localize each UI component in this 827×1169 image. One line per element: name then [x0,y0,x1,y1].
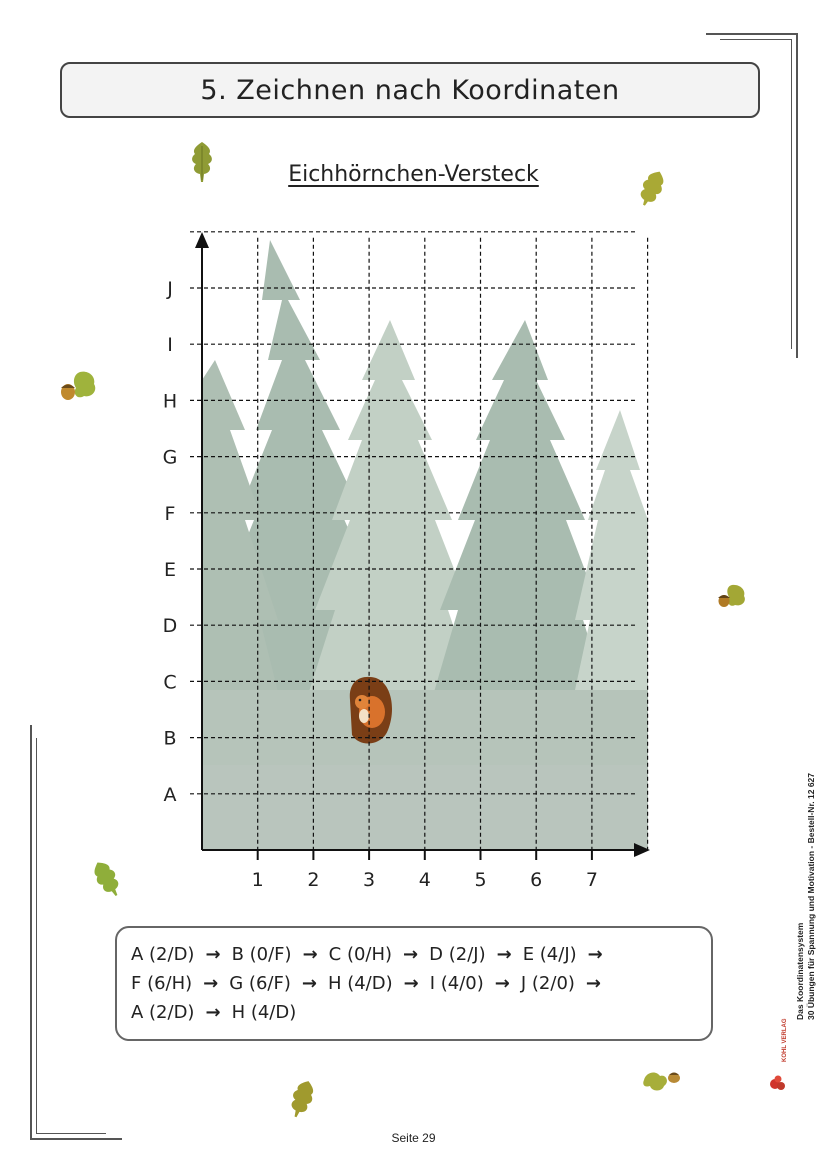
route-point: I (4/0) [429,973,484,994]
x-axis-labels [252,850,598,891]
route-point: E (4/J) [522,944,577,965]
publication-title: Das Koordinatensystem [795,922,805,1020]
route-point: H (4/D) [327,973,393,994]
arrow-right-icon: → [403,973,419,994]
arrow-right-icon: → [203,973,219,994]
arrow-right-icon: → [205,944,221,965]
arrow-right-icon: → [494,973,510,994]
arrow-right-icon: → [496,944,512,965]
route-point: D (2/J) [429,944,486,965]
route-point: B (0/F) [231,944,292,965]
publication-subtitle: 30 Übungen für Spannung und Motivation - Bestell-Nr. 12 627 [806,773,816,1020]
page-number: Seite 29 [391,1131,436,1145]
y-axis-label: C [163,671,177,694]
route-line-3 [131,998,697,1027]
publication-info [795,773,817,1020]
arrow-right-icon: → [302,944,318,965]
x-axis-label: 6 [530,869,543,891]
y-axis-label: B [163,727,177,750]
y-axis-label: J [167,278,173,300]
x-axis-label: 4 [418,869,431,891]
arrow-right-icon: → [301,973,317,994]
coordinate-route-box [115,926,713,1041]
publisher-name: KOHL VERLAG [782,1018,788,1062]
arrow-right-icon: → [205,1002,221,1023]
route-line-1 [131,940,697,969]
route-point: H (4/D) [231,1002,297,1023]
page-title-text: 5. Zeichnen nach Koordinaten [200,74,620,106]
route-point: G (6/F) [229,973,291,994]
x-axis-label: 7 [585,869,598,891]
route-line-2 [131,969,697,998]
arrow-right-icon: → [587,944,603,965]
x-axis-label: 5 [474,869,487,891]
y-axis-label: I [167,334,173,357]
y-axis-label: E [163,559,177,581]
route-point: C (0/H) [328,944,393,965]
route-point: A (2/D) [131,944,195,965]
arrow-right-icon: → [585,973,602,994]
route-point: A (2/D) [131,1002,195,1023]
y-axis-arrow-icon [195,232,209,248]
y-axis-label: F [164,502,176,525]
x-axis-label: 3 [363,869,376,891]
x-axis-label: 1 [251,869,264,891]
publisher-logo-icon [768,1066,788,1094]
y-axis-label: G [162,446,178,469]
x-axis-label: 2 [307,869,320,891]
squirrel-icon [350,677,392,744]
route-point: J (2/0) [520,973,575,994]
y-axis-labels [163,278,178,806]
y-axis-label: D [162,615,178,638]
route-point: F (6/H) [131,973,193,994]
worksheet-subtitle: Eichhörnchen-Versteck [288,162,539,187]
y-axis-label: H [162,390,178,413]
acorn-leaf-icon [638,1066,684,1096]
arrow-right-icon: → [403,944,419,965]
oak-leaf-icon [285,1078,319,1120]
y-axis-label: A [163,783,177,806]
